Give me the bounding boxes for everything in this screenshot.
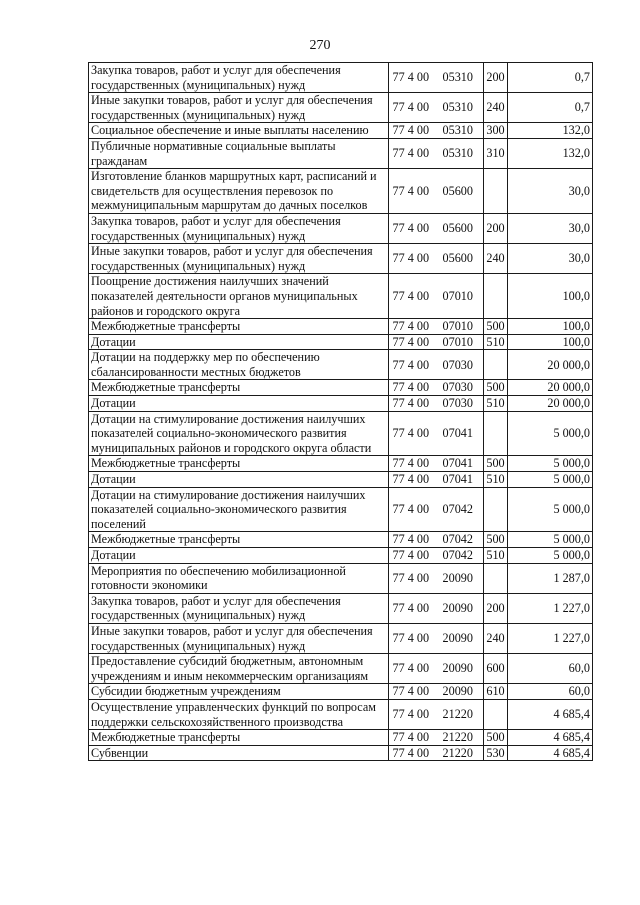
table-row [89,472,593,488]
amount-cell: 0,7 [508,93,593,123]
direction-code-cell: 20090 [433,593,484,623]
program-code-cell: 77 4 00 [389,532,433,548]
program-code-cell: 77 4 00 [389,623,433,653]
expense-name-cell: Закупка товаров, работ и услуг для обеспечения государственных (муниципальных) нужд [89,213,389,243]
amount-cell: 1 287,0 [508,563,593,593]
direction-code-cell: 21220 [433,730,484,746]
table-row [89,532,593,548]
expense-type-cell: 200 [484,63,508,93]
table-row [89,169,593,214]
program-code-cell: 77 4 00 [389,213,433,243]
table-row [89,213,593,243]
direction-code-cell: 21220 [433,699,484,729]
expense-name-cell: Иные закупки товаров, работ и услуг для обеспечения государственных (муниципальных) нужд [89,93,389,123]
expense-name-cell: Закупка товаров, работ и услуг для обеспечения государственных (муниципальных) нужд [89,593,389,623]
expense-name-cell: Дотации на поддержку мер по обеспечению сбалансированности местных бюджетов [89,350,389,380]
expense-type-cell: 500 [484,319,508,335]
amount-cell: 30,0 [508,244,593,274]
expense-name-cell: Социальное обеспечение и иные выплаты населению [89,123,389,139]
program-code-cell: 77 4 00 [389,472,433,488]
program-code-cell: 77 4 00 [389,730,433,746]
expense-type-cell [484,274,508,319]
program-code-cell: 77 4 00 [389,350,433,380]
expense-type-cell: 300 [484,123,508,139]
table-row [89,244,593,274]
expense-type-cell: 510 [484,396,508,412]
expense-name-cell: Дотации на стимулирование достижения наилучших показателей социально-экономического развития поселений [89,487,389,532]
expense-name-cell: Предоставление субсидий бюджетным, автономным учреждениям и иным некоммерческим организациям [89,654,389,684]
direction-code-cell: 07042 [433,487,484,532]
expense-name-cell: Дотации [89,334,389,350]
expense-type-cell [484,699,508,729]
table-row [89,411,593,456]
expense-name-cell: Субсидии бюджетным учреждениям [89,684,389,700]
table-row [89,319,593,335]
program-code-cell: 77 4 00 [389,684,433,700]
amount-cell: 0,7 [508,63,593,93]
direction-code-cell: 05310 [433,93,484,123]
expense-name-cell: Публичные нормативные социальные выплаты гражданам [89,138,389,168]
program-code-cell: 77 4 00 [389,411,433,456]
amount-cell: 5 000,0 [508,456,593,472]
expense-name-cell: Изготовление бланков маршрутных карт, расписаний и свидетельств для осуществления перевозок по межмуниципальным маршрутам до дачных поселков [89,169,389,214]
amount-cell: 100,0 [508,319,593,335]
program-code-cell: 77 4 00 [389,123,433,139]
direction-code-cell: 20090 [433,563,484,593]
direction-code-cell: 05310 [433,138,484,168]
expense-type-cell: 600 [484,654,508,684]
program-code-cell: 77 4 00 [389,63,433,93]
expense-name-cell: Межбюджетные трансферты [89,319,389,335]
table-row [89,396,593,412]
program-code-cell: 77 4 00 [389,169,433,214]
amount-cell: 5 000,0 [508,411,593,456]
expense-type-cell: 310 [484,138,508,168]
direction-code-cell: 07041 [433,411,484,456]
expense-type-cell: 500 [484,380,508,396]
amount-cell: 1 227,0 [508,593,593,623]
amount-cell: 1 227,0 [508,623,593,653]
expense-name-cell: Мероприятия по обеспечению мобилизационной готовности экономики [89,563,389,593]
expense-type-cell: 200 [484,213,508,243]
table-row [89,730,593,746]
expense-type-cell [484,350,508,380]
table-row [89,63,593,93]
program-code-cell: 77 4 00 [389,548,433,564]
expense-type-cell: 510 [484,472,508,488]
expense-type-cell [484,169,508,214]
program-code-cell: 77 4 00 [389,456,433,472]
expense-type-cell: 500 [484,456,508,472]
program-code-cell: 77 4 00 [389,334,433,350]
amount-cell: 5 000,0 [508,472,593,488]
expense-name-cell: Закупка товаров, работ и услуг для обеспечения государственных (муниципальных) нужд [89,63,389,93]
expense-name-cell: Дотации [89,548,389,564]
expense-type-cell: 530 [484,745,508,761]
amount-cell: 100,0 [508,274,593,319]
program-code-cell: 77 4 00 [389,380,433,396]
direction-code-cell: 07030 [433,380,484,396]
program-code-cell: 77 4 00 [389,745,433,761]
expense-name-cell: Дотации [89,472,389,488]
expense-name-cell: Межбюджетные трансферты [89,456,389,472]
table-row [89,123,593,139]
amount-cell: 132,0 [508,138,593,168]
direction-code-cell: 07010 [433,334,484,350]
amount-cell: 60,0 [508,684,593,700]
program-code-cell: 77 4 00 [389,699,433,729]
program-code-cell: 77 4 00 [389,138,433,168]
expense-name-cell: Осуществление управленческих функций по вопросам поддержки сельскохозяйственного производства [89,699,389,729]
table-row [89,487,593,532]
expense-name-cell: Межбюджетные трансферты [89,380,389,396]
table-row [89,593,593,623]
direction-code-cell: 20090 [433,623,484,653]
budget-table-body [89,63,593,761]
direction-code-cell: 07030 [433,350,484,380]
amount-cell: 4 685,4 [508,699,593,729]
direction-code-cell: 07010 [433,274,484,319]
amount-cell: 30,0 [508,169,593,214]
direction-code-cell: 05310 [433,63,484,93]
expense-name-cell: Поощрение достижения наилучших значений показателей деятельности органов муниципальных районов и городского округа [89,274,389,319]
table-row [89,456,593,472]
expense-type-cell: 240 [484,623,508,653]
expense-name-cell: Межбюджетные трансферты [89,730,389,746]
amount-cell: 30,0 [508,213,593,243]
table-row [89,93,593,123]
expense-name-cell: Дотации на стимулирование достижения наилучших показателей социально-экономического развития муниципальных районов и городского округа области [89,411,389,456]
program-code-cell: 77 4 00 [389,487,433,532]
direction-code-cell: 07041 [433,472,484,488]
table-row [89,274,593,319]
table-row [89,350,593,380]
table-row [89,623,593,653]
amount-cell: 20 000,0 [508,350,593,380]
table-row [89,548,593,564]
expense-type-cell: 610 [484,684,508,700]
program-code-cell: 77 4 00 [389,244,433,274]
program-code-cell: 77 4 00 [389,274,433,319]
direction-code-cell: 07030 [433,396,484,412]
direction-code-cell: 21220 [433,745,484,761]
program-code-cell: 77 4 00 [389,93,433,123]
expense-name-cell: Межбюджетные трансферты [89,532,389,548]
page-number: 270 [309,38,331,53]
expense-name-cell: Субвенции [89,745,389,761]
expense-type-cell: 240 [484,93,508,123]
expense-type-cell: 240 [484,244,508,274]
budget-table [88,62,593,761]
program-code-cell: 77 4 00 [389,654,433,684]
direction-code-cell: 05600 [433,169,484,214]
expense-type-cell: 510 [484,334,508,350]
direction-code-cell: 05600 [433,244,484,274]
expense-name-cell: Дотации [89,396,389,412]
direction-code-cell: 07042 [433,532,484,548]
expense-type-cell: 510 [484,548,508,564]
program-code-cell: 77 4 00 [389,563,433,593]
direction-code-cell: 07041 [433,456,484,472]
expense-name-cell: Иные закупки товаров, работ и услуг для обеспечения государственных (муниципальных) нужд [89,623,389,653]
expense-type-cell: 200 [484,593,508,623]
direction-code-cell: 05600 [433,213,484,243]
amount-cell: 60,0 [508,654,593,684]
expense-name-cell: Иные закупки товаров, работ и услуг для обеспечения государственных (муниципальных) нужд [89,244,389,274]
program-code-cell: 77 4 00 [389,396,433,412]
table-row [89,745,593,761]
direction-code-cell: 07042 [433,548,484,564]
amount-cell: 4 685,4 [508,745,593,761]
table-row [89,138,593,168]
amount-cell: 132,0 [508,123,593,139]
table-row [89,563,593,593]
table-row [89,684,593,700]
amount-cell: 5 000,0 [508,532,593,548]
program-code-cell: 77 4 00 [389,319,433,335]
table-row [89,380,593,396]
expense-type-cell [484,487,508,532]
expense-type-cell [484,411,508,456]
amount-cell: 20 000,0 [508,396,593,412]
expense-type-cell: 500 [484,532,508,548]
direction-code-cell: 20090 [433,684,484,700]
amount-cell: 20 000,0 [508,380,593,396]
amount-cell: 100,0 [508,334,593,350]
direction-code-cell: 07010 [433,319,484,335]
table-row [89,654,593,684]
amount-cell: 5 000,0 [508,487,593,532]
direction-code-cell: 05310 [433,123,484,139]
table-row [89,699,593,729]
amount-cell: 5 000,0 [508,548,593,564]
expense-type-cell [484,563,508,593]
amount-cell: 4 685,4 [508,730,593,746]
direction-code-cell: 20090 [433,654,484,684]
program-code-cell: 77 4 00 [389,593,433,623]
expense-type-cell: 500 [484,730,508,746]
table-row [89,334,593,350]
